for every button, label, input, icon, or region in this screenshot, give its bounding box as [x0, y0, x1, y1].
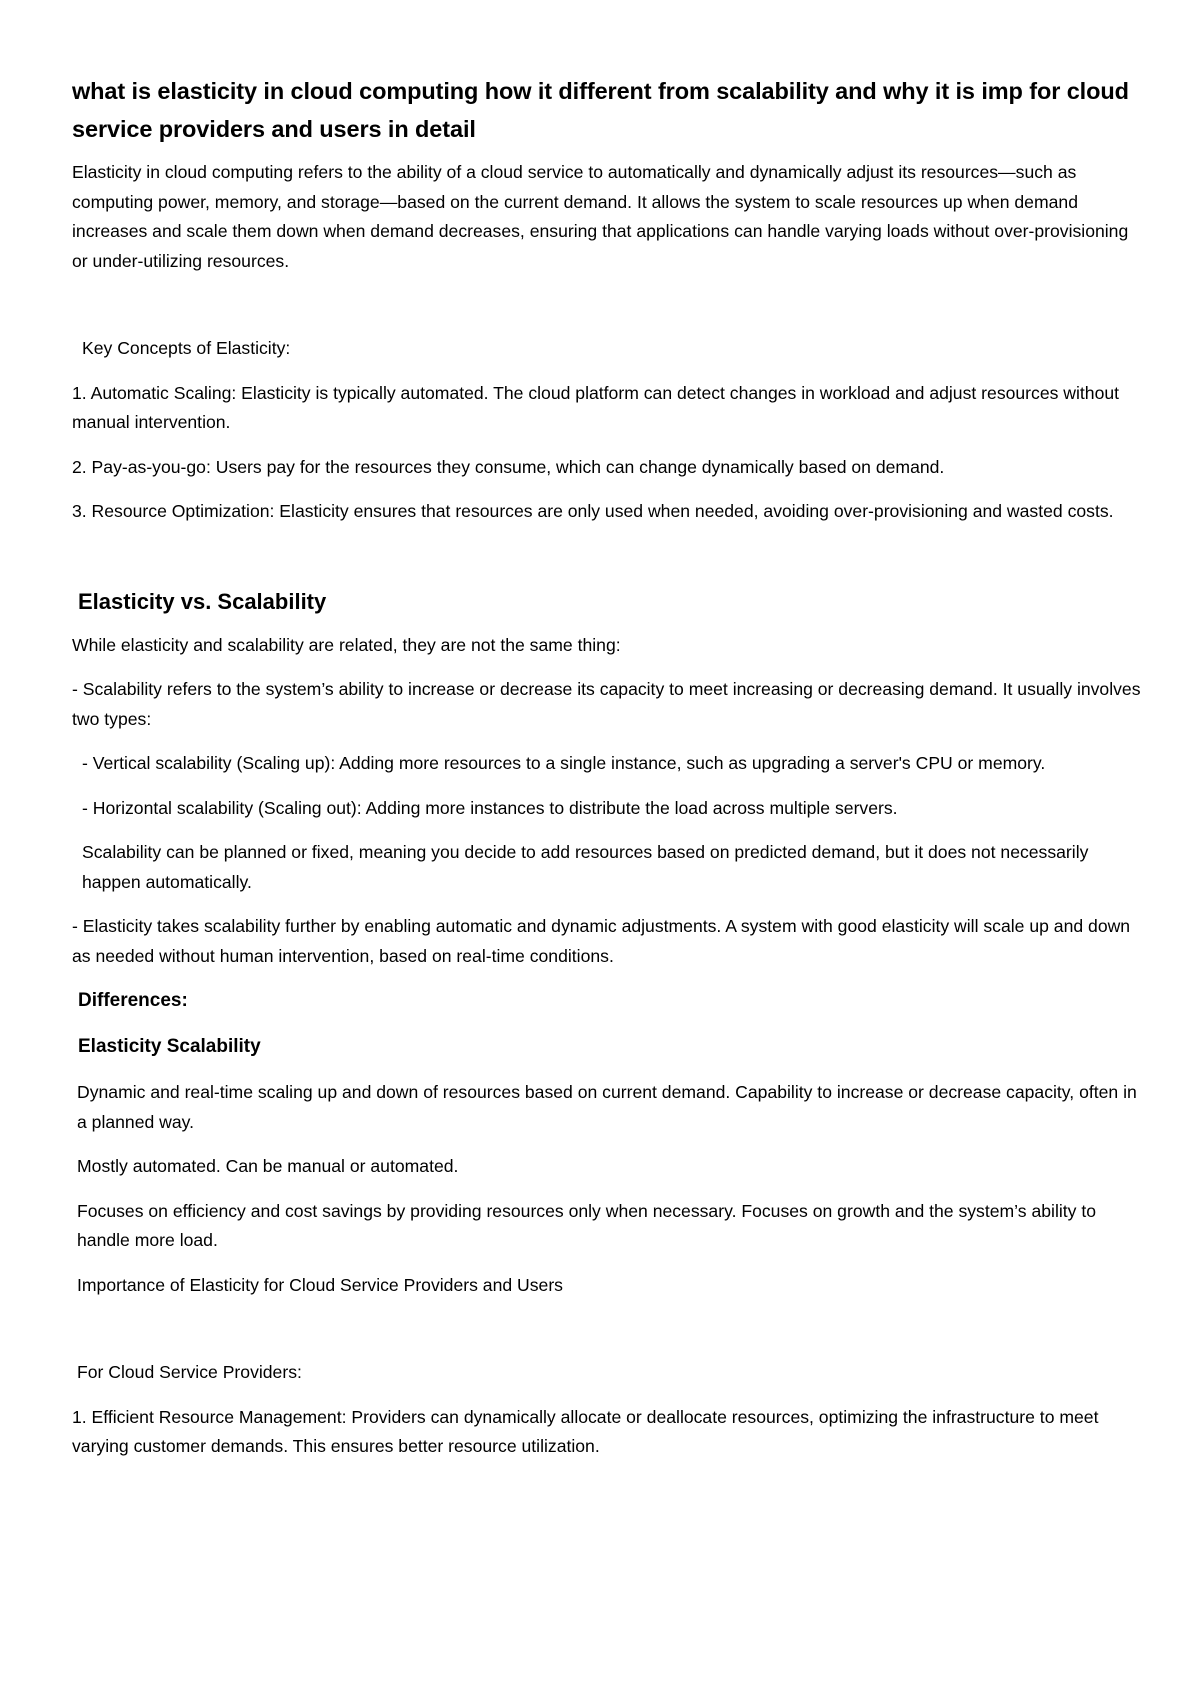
- intro-paragraph: Elasticity in cloud computing refers to the ability of a cloud service to automatically and dynamically adjust its resources—such as computing power, memory, and storage—based on the current demand. It allows the system to scale resources up when demand increases and scale them down when demand decreases, ensuring that applications can handle varying loads without over-provisioning or under-utilizing resources.: [72, 162, 1129, 271]
- differences-columns: Elasticity Scalability: [78, 1036, 261, 1057]
- scalability-planned: Scalability can be planned or fixed, meaning you decide to add resources based on predicted demand, but it does not necessarily happen automatically.: [82, 842, 1089, 892]
- elasticity-definition: - Elasticity takes scalability further by enabling automatic and dynamic adjustments. A system with good elasticity will scale up and down as needed without human intervention, based on real-time conditions.: [72, 916, 1131, 966]
- provider-item: 1. Efficient Resource Management: Providers can dynamically allocate or deallocate resources, optimizing the infrastructure to meet varying customer demands. This ensures better resource utilization.: [72, 1406, 1099, 1456]
- importance-heading: Importance of Elasticity for Cloud Service Providers and Users: [77, 1274, 563, 1295]
- difference-row: Mostly automated. Can be manual or automated.: [77, 1156, 459, 1176]
- providers-heading: For Cloud Service Providers:: [77, 1362, 302, 1382]
- key-concept-item: 1. Automatic Scaling: Elasticity is typically automated. The cloud platform can detect changes in workload and adjust resources without manual intervention.: [72, 382, 1120, 432]
- scalability-definition: - Scalability refers to the system’s ability to increase or decrease its capacity to meet increasing or decreasing demand. It usually involves two types:: [72, 679, 1141, 729]
- document-page: [72, 72, 1142, 1477]
- key-concepts-heading: Key Concepts of Elasticity:: [82, 338, 291, 358]
- difference-row: Focuses on efficiency and cost savings by providing resources only when necessary. Focuses on growth and the system’s ability to handle more load.: [77, 1200, 1097, 1250]
- key-concept-item: 2. Pay-as-you-go: Users pay for the resources they consume, which can change dynamically based on demand.: [72, 456, 945, 477]
- key-concept-item: 3. Resource Optimization: Elasticity ensures that resources are only used when needed, avoiding over-provisioning and wasted costs.: [72, 501, 1114, 521]
- horizontal-scalability: - Horizontal scalability (Scaling out): Adding more instances to distribute the load across multiple servers.: [82, 797, 898, 818]
- document-title: what is elasticity in cloud computing how it different from scalability and why it is imp for cloud service providers and users in detail: [72, 78, 1129, 142]
- comparison-heading: Elasticity vs. Scalability: [78, 588, 327, 614]
- vertical-scalability: - Vertical scalability (Scaling up): Adding more resources to a single instance, such as upgrading a server's CPU or memory.: [82, 753, 1046, 773]
- difference-row: Dynamic and real-time scaling up and down of resources based on current demand. Capability to increase or decrease capacity, often in a planned way.: [77, 1082, 1137, 1132]
- comparison-lead: While elasticity and scalability are related, they are not the same thing:: [72, 634, 621, 655]
- differences-heading: Differences:: [78, 990, 188, 1011]
